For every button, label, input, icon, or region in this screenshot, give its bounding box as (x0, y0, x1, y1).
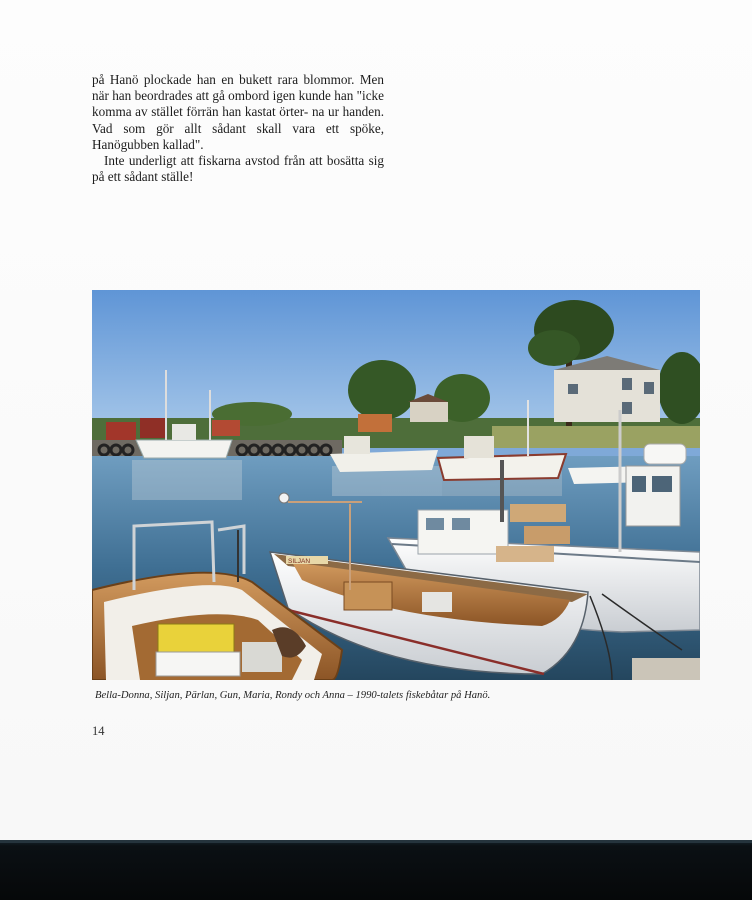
text-line: han "icke komma av stället förrän han kastat örter- (92, 88, 385, 120)
body-text (92, 72, 384, 185)
text-line: sig på ett sådant ställe! (92, 153, 385, 185)
paragraph-2 (92, 153, 384, 185)
text-line: Inte underligt att fiskarna avstod från att bosätta (104, 153, 365, 169)
scan-background-edge (0, 840, 752, 900)
harbor-photo (92, 290, 700, 680)
boat-name: SILJAN (288, 558, 311, 565)
text-line: på Hanö plockade han en bukett rara blommor. (92, 72, 355, 87)
text-line: Men när han beordrades att gå ombord igen kunde (92, 72, 384, 104)
paragraph-1 (92, 72, 384, 153)
page-number: 14 (92, 724, 105, 738)
harbor-illustration (92, 290, 700, 680)
stone-quay (632, 658, 700, 680)
photo-caption: Bella-Donna, Siljan, Pärlan, Gun, Maria, Rondy och Anna – 1990-talets fiskebåtar på Hanö. (95, 690, 491, 701)
page-edge-shadow (0, 840, 752, 843)
text-line: spöke, Hanögubben kallad". (92, 120, 385, 152)
text-line: na ur handen. Vad som gör allt sådant skall vara ett (92, 104, 385, 136)
